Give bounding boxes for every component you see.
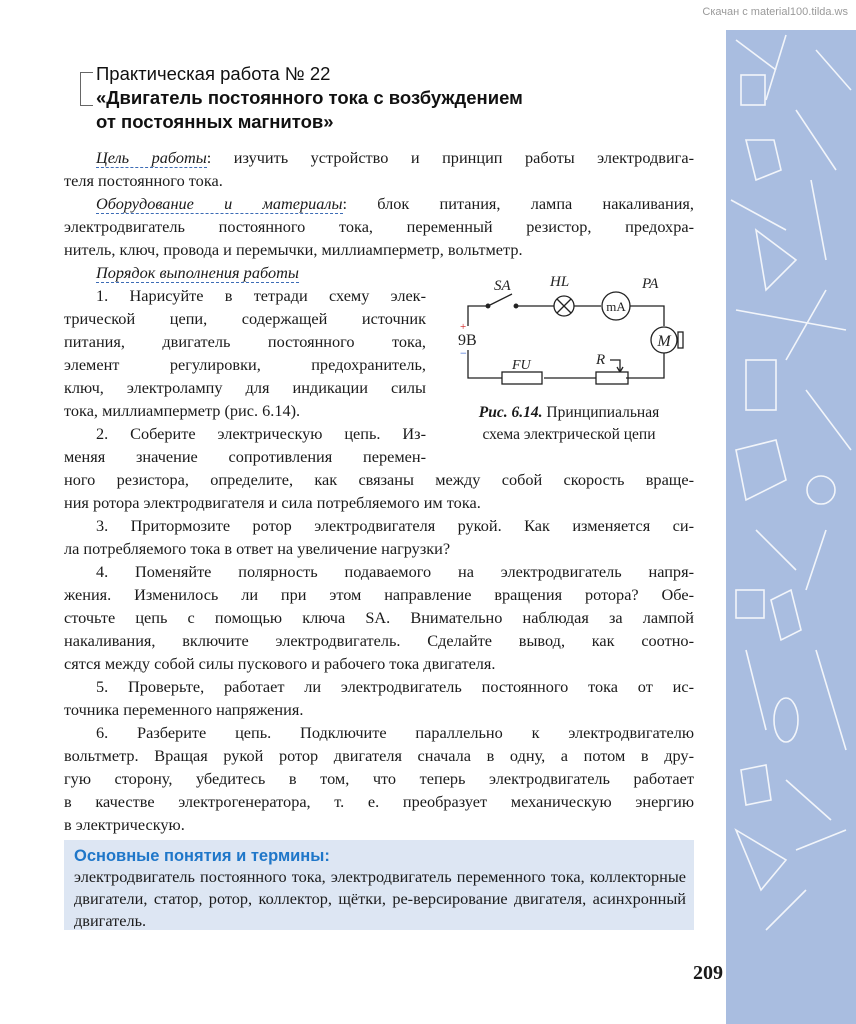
step6-line-2: вольтметр. Вращая рукой ротор двигателя сначала в одну, а потом в дру- <box>64 746 694 765</box>
title-line-2: «Двигатель постоянного тока с возбуждением <box>96 87 523 108</box>
step6-line-4: в качестве электрогенератора, т. е. преобразует механическую энергию <box>64 792 694 811</box>
step5-line-1: 5. Проверьте, работает ли электродвигатель постоянного тока от ис- <box>96 677 694 696</box>
step2-line-2: меняя значение сопротивления перемен- <box>64 447 426 466</box>
step1-line-3: питания, двигатель постоянного тока, <box>64 332 426 351</box>
decorative-margin-strip <box>726 30 856 1024</box>
label-sa: SA <box>494 278 511 294</box>
step2-line-1: 2. Соберите электрическую цепь. Из- <box>96 424 426 443</box>
equipment-label: Оборудование и материалы <box>96 194 343 213</box>
title-bracket <box>80 72 93 106</box>
step4-line-1: 4. Поменяйте полярность подаваемого на электродвигатель напря- <box>96 562 694 581</box>
step1-line-4: элемент регулировки, предохранитель, <box>64 355 426 374</box>
label-r: R <box>596 352 606 368</box>
step4-line-4: накаливания, включите электродвигатель. Сделайте вывод, как соотно- <box>64 631 694 650</box>
title-line-1: Практическая работа № 22 <box>96 63 331 84</box>
watermark: Скачан с material100.tilda.ws <box>702 6 848 18</box>
step1-line-2: трической цепи, содержащей источник <box>64 309 426 328</box>
goal-line-1: Цель работы: изучить устройство и принцип работы электродвига- <box>96 148 694 167</box>
label-m: M <box>657 333 671 350</box>
terms-heading: Основные понятия и термины: <box>74 847 330 865</box>
label-voltage: 9В <box>458 332 477 349</box>
step1-line-6: тока, миллиамперметр (рис. 6.14). <box>64 401 301 420</box>
label-minus: − <box>460 346 467 360</box>
procedure-heading: Порядок выполнения работы <box>96 263 299 282</box>
equipment-line-3: нитель, ключ, провода и перемычки, миллиамперметр, вольтметр. <box>64 240 523 259</box>
step6-line-3: гую сторону, убедитесь в том, что теперь электродвигатель работает <box>64 769 694 788</box>
goal-line-2: теля постоянного тока. <box>64 171 223 190</box>
step1-line-5: ключ, электролампу для индикации силы <box>64 378 426 397</box>
step5-line-2: точника переменного напряжения. <box>64 700 304 719</box>
figure-number: Рис. 6.14. <box>478 404 543 421</box>
step1-line-1: 1. Нарисуйте в тетради схему элек- <box>96 286 426 305</box>
step4-line-2: жения. Изменилось ли при этом направление вращения ротора? Обе- <box>64 585 694 604</box>
label-plus: + <box>460 321 467 333</box>
step2-line-3: ного резистора, определите, как связаны между собой скорость враще- <box>64 470 694 489</box>
label-fu: FU <box>512 358 531 373</box>
figure-caption-line-2: схема электрической цепи <box>482 426 656 443</box>
terms-text: электродвигатель постоянного тока, электродвигатель переменного тока, коллекторные двигатели, статор, ротор, коллектор, щётки, ре-версирование двигателя, асинхронный двигатель. <box>74 867 686 930</box>
figure-caption-line-1: Рис. 6.14. Принципиальная <box>478 404 660 421</box>
step4-line-3: сточьте цепь с помощью ключа SA. Внимательно наблюдая за лампой <box>64 608 694 627</box>
label-pa: PA <box>642 276 659 292</box>
page-number: 209 <box>693 962 723 984</box>
step4-line-5: сятся между собой силы пускового и рабочего тока двигателя. <box>64 654 496 673</box>
title-line-3: от постоянных магнитов» <box>96 111 334 132</box>
figure-caption <box>446 402 692 446</box>
equipment-line-1: Оборудование и материалы: блок питания, лампа накаливания, <box>96 194 694 213</box>
step2-line-4: ния ротора электродвигателя и сила потребляемого им тока. <box>64 493 481 512</box>
page-title <box>96 62 523 134</box>
label-hl: HL <box>550 274 570 290</box>
label-ma: mA <box>606 299 626 314</box>
step6-line-1: 6. Разберите цепь. Подключите параллельно к электродвигателю <box>96 723 694 742</box>
equipment-line-2: электродвигатель постоянного тока, переменный резистор, предохра- <box>64 217 694 236</box>
goal-label: Цель работы <box>96 148 207 167</box>
step6-line-5: в электрическую. <box>64 815 185 834</box>
step3-line-1: 3. Притормозите ротор электродвигателя рукой. Как изменяется си- <box>96 516 694 535</box>
circuit-diagram <box>446 268 696 396</box>
step3-line-2: ла потребляемого тока в ответ на увеличение нагрузки? <box>64 539 451 558</box>
